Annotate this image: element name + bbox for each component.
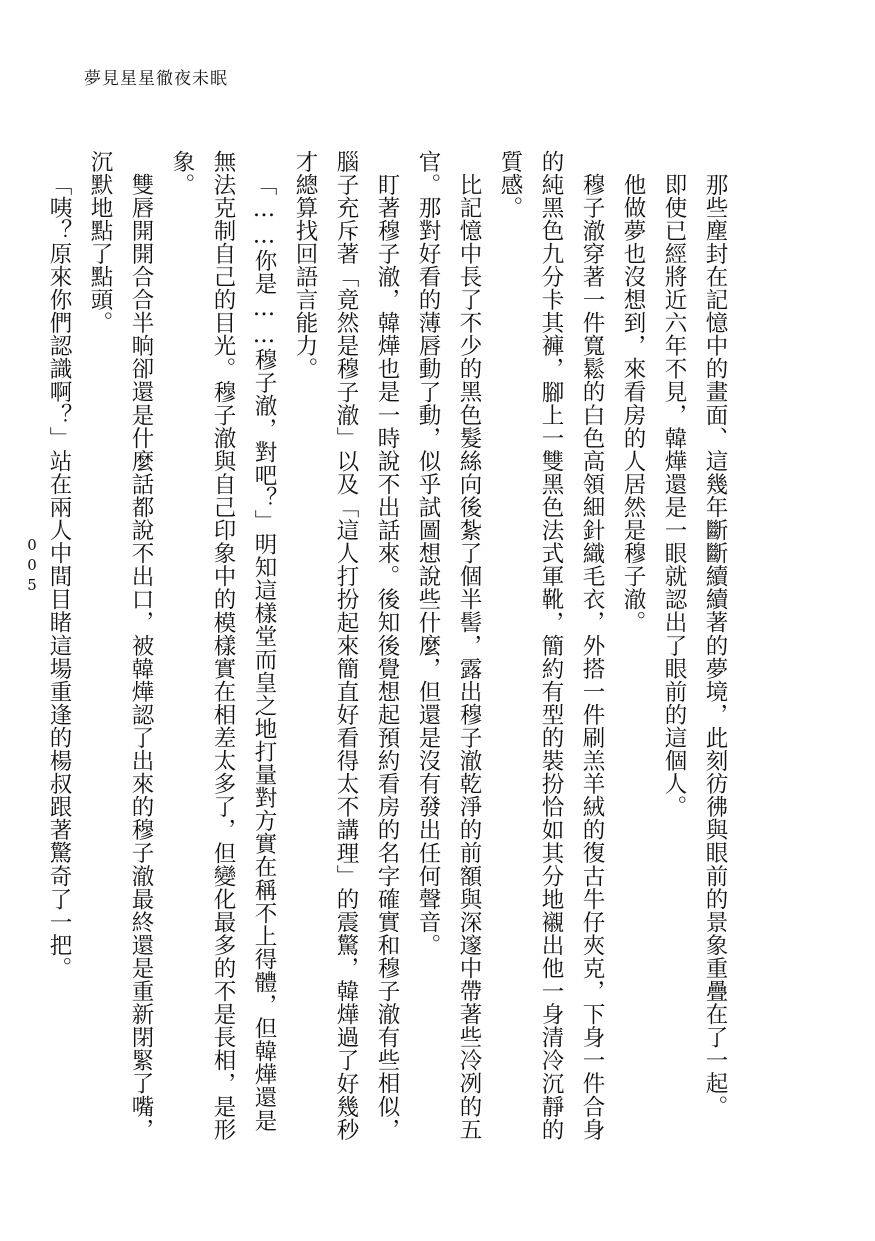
paragraph: 比記憶中長了不少的黑色髮絲向後紮了個半髻，露出穆子澈乾淨的前額與深邃中帶著些冷冽的五官。那對好看的薄唇動了動，似乎試圖想說些什麼，但還是沒有發出任何聲音。 [415,150,482,1141]
paragraph: 他做夢也沒想到，來看房的人居然是穆子澈。 [620,172,646,634]
paragraph: 「咦？原來你們認識啊？」站在兩人中間目睹這場重逢的楊叔跟著驚奇了一把。 [46,172,72,980]
paragraph: 穆子澈穿著一件寬鬆的白色高領細針織毛衣，外搭一件刷羔羊絨的復古牛仔夾克，下身一件合身的純黑色九分卡其褲，腳上一雙黑色法式軍靴，簡約有型的裝扮恰如其分地襯出他一身清冷沉靜的質感。 [497,150,605,1142]
page-number: 005 [23,536,41,596]
book-title: 夢見星星徹夜未眠 [84,69,228,89]
paragraph: 「……你是……穆子澈，對吧？」明知這樣堂而皇之地打量對方實在稱不上得體，但韓燁還是無法克制自己的目光。穆子澈與自己印象中的模樣實在相差太多了，但變化最多的不是長相，是形象。 [169,150,277,1142]
paragraph: 雙唇開開合合半晌卻還是什麼話都說不出口，被韓燁認了出來的穆子澈最終還是重新閉緊了嘴，沉默地點了點頭。 [87,150,154,1141]
paragraph: 那些塵封在記憶中的畫面、這幾年斷斷續續著的夢境，此刻彷彿與眼前的景象重疊在了一起。 [702,172,728,1118]
body-text [46,150,735,1150]
paragraph: 即使已經將近六年不見，韓燁還是一眼就認出了眼前的這個人。 [661,172,687,818]
paragraph: 盯著穆子澈，韓燁也是一時說不出話來。後知後覺想起預約看房的名字確實和穆子澈有些相似，腦子充斥著「竟然是穆子澈」以及「這人打扮起來簡直好看得太不講理」的震驚，韓燁過了好幾秒才總算找回語言能力。 [292,150,400,1142]
